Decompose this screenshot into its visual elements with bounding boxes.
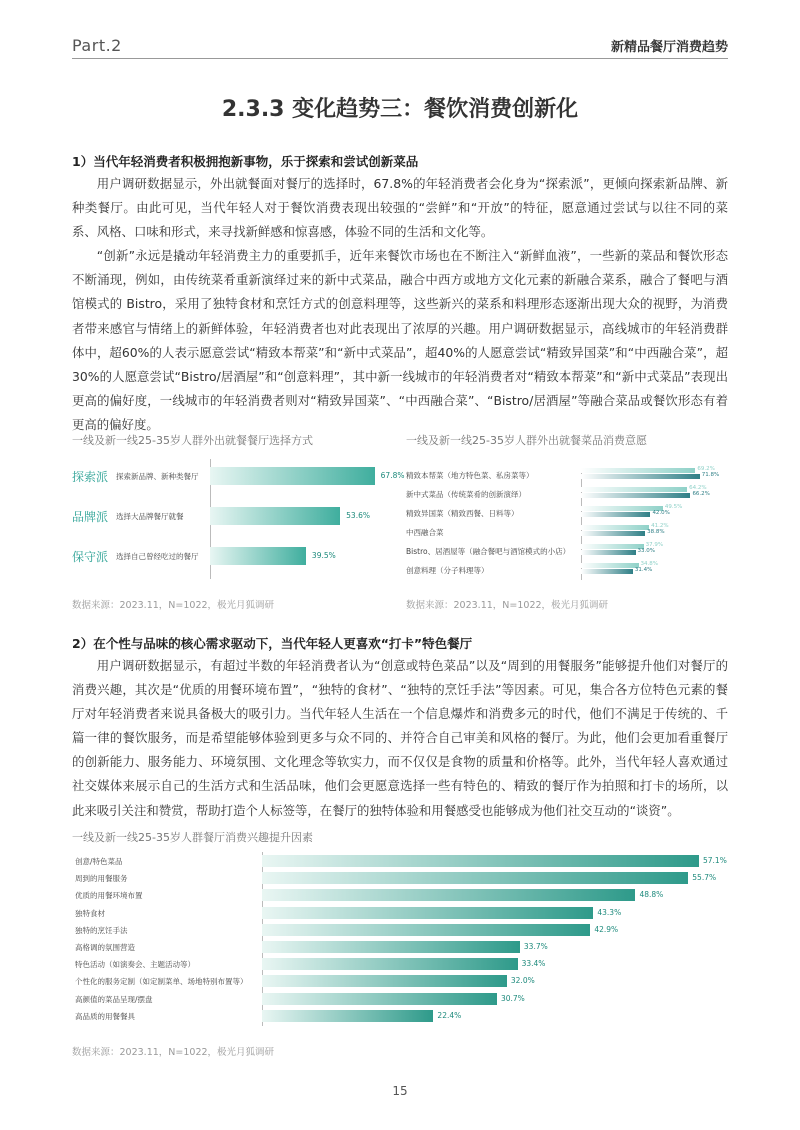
chart3-bar xyxy=(262,889,635,901)
chart3-value-label: 57.1% xyxy=(703,856,727,865)
chart2-bar xyxy=(581,569,633,574)
chart2-category-label: Bistro、居酒屋等（融合餐吧与酒馆模式的小店） xyxy=(406,547,571,556)
chart2-value-label: 34.8% xyxy=(640,561,659,567)
chart3-value-label: 32.0% xyxy=(510,976,535,986)
chart1-bar xyxy=(210,507,340,525)
chart3-bar xyxy=(262,975,507,987)
section2-body xyxy=(72,654,728,823)
chart3-category-label: 独特的烹饪手法 xyxy=(75,925,128,935)
chart3-value-label: 30.7% xyxy=(500,993,525,1003)
chart2-bar xyxy=(581,550,636,555)
section1-paragraph-1: 用户调研数据显示，外出就餐面对餐厅的选择时，67.8%的年轻消费者会化身为“探索派”，更倾向探索新品牌、新种类餐厅。由此可见，当代年轻人对于餐饮消费表现出较强的“尝鲜”和“开放”的特征，愿意通过尝试与以往不同的菜系、风格、口味和形式，来寻找新鲜感和惊喜感，体验不同的生活和文化等。 xyxy=(72,176,728,240)
chart3-category-label: 高颜值的菜品呈现/摆盘 xyxy=(75,994,153,1004)
chart1-description-label: 选择大品牌餐厅就餐 xyxy=(116,512,184,521)
header-report-title: 新精品餐厅消费趋势 xyxy=(610,40,728,55)
chart1-title: 一线及新一线25-35岁人群外出就餐餐厅选择方式 xyxy=(72,434,313,447)
chart2-value-label: 37.9% xyxy=(645,542,664,548)
chart1-value-label: 39.5% xyxy=(311,551,336,560)
chart1 xyxy=(72,455,405,585)
chart2-bar xyxy=(581,525,649,530)
chart2-bar xyxy=(581,474,700,479)
chart3-bar xyxy=(262,941,520,953)
chart2-source: 数据来源：2023.11，N=1022，极光月狐调研 xyxy=(406,600,609,611)
chart2-bar xyxy=(581,531,645,536)
chart2-value-label: 69.2% xyxy=(697,466,715,472)
chart3-value-label: 48.8% xyxy=(639,890,664,900)
chart2-value-label: 31.4% xyxy=(634,567,653,573)
chart2-value-label: 49.5% xyxy=(664,504,683,510)
header-divider xyxy=(72,58,728,59)
chart2-category-label: 中西融合菜 xyxy=(406,528,444,537)
chart3-value-label: 33.7% xyxy=(523,942,548,951)
chart1-category-label: 保守派 xyxy=(72,550,109,564)
chart2-bar xyxy=(581,487,687,492)
chart1-bar xyxy=(210,467,375,485)
chart2-value-label: 33.0% xyxy=(637,548,656,554)
section1-heading: 1）当代年轻消费者积极拥抱新事物，乐于探索和尝试创新菜品 xyxy=(72,154,419,169)
chart2-bar xyxy=(581,493,690,498)
header-part-label: Part.2 xyxy=(72,36,122,55)
chart2-value-label: 64.2% xyxy=(689,485,707,491)
chart3-category-label: 周到的用餐服务 xyxy=(75,874,128,884)
chart2-value-label: 38.8% xyxy=(647,529,665,535)
section2-heading: 2）在个性与品味的核心需求驱动下，当代年轻人更喜欢“打卡”特色餐厅 xyxy=(72,636,473,651)
page-title: 2.3.3 变化趋势三：餐饮消费创新化 xyxy=(221,97,579,122)
chart2-category-label: 新中式菜品（传统菜肴的创新演绎） xyxy=(406,490,526,499)
chart3-category-label: 高品质的用餐餐具 xyxy=(75,1011,135,1021)
chart3-bar xyxy=(262,924,590,936)
chart3-bar xyxy=(262,958,518,970)
chart3-value-label: 43.3% xyxy=(597,907,622,917)
chart1-category-label: 探索派 xyxy=(72,470,109,484)
chart3-value-label: 33.4% xyxy=(521,959,546,969)
chart1-source: 数据来源：2023.11，N=1022，极光月狐调研 xyxy=(72,600,275,611)
chart2-category-label: 精致本帮菜（地方特色菜、私房菜等） xyxy=(406,471,534,480)
chart2-value-label: 41.2% xyxy=(651,523,669,529)
chart3-category-label: 高格调的氛围营造 xyxy=(75,943,135,952)
section1-paragraph-2: “创新”永远是撬动年轻消费主力的重要抓手，近年来餐饮市场也在不断注入“新鲜血液”，一些新的菜品和餐饮形态不断涌现，例如，由传统菜肴重新演绎过来的新中式菜品，融合中西方或地方文化元素的新融合菜系，融合了餐吧与酒馆模式的 Bistro，采用了独特食材和烹饪方式的创意料理等，这些新兴的菜系和料理形态逐渐出现大众的视野，为消费者带来感官与情绪上的新鲜体验，年轻消费者也对此表现出了浓厚的兴趣。用户调研数据显示，高线城市的年轻消费群体中，超60%的人表示愿意尝试“精致本帮菜”和“新中式菜品”，超40%的人愿意尝试“精致异国菜”和“中西融合菜”，超30%的人愿意尝试“Bistro/居酒屋”和“创意料理”，其中新一线城市的年轻消费者对“精致本帮菜”和“新中式菜品”表现出更高的偏好度，一线城市的年轻消费者则对“精致异国菜”、“中西融合菜”、“Bistro/居酒屋”等融合菜品或餐饮形态有着更高的偏好度。 xyxy=(72,248,728,432)
chart2-value-label: 71.8% xyxy=(701,472,720,478)
chart2-category-label: 创意料理（分子料理等） xyxy=(406,566,489,575)
chart2-bar xyxy=(581,544,644,549)
chart3-category-label: 特色活动（如演奏会、主题活动等） xyxy=(75,960,195,970)
chart2-value-label: 42.0% xyxy=(652,510,670,516)
section2-paragraph-1: 用户调研数据显示，有超过半数的年轻消费者认为“创意或特色菜品”以及“周到的用餐服务”能够提升他们对餐厅的消费兴趣，其次是“优质的用餐环境布置”，“独特的食材”、“独特的烹饪手法”等因素。可见，集合各方位特色元素的餐厅对年轻消费者来说具备极大的吸引力。当代年轻人生活在一个信息爆炸和消费多元的时代，他们不满足于传统的、千篇一律的餐饮服务，而是希望能够体验到更多与众不同的、并符合自己审美和风格的餐厅。为此，他们会更加看重餐厅的创新能力、服务能力、环境氛围、文化理念等软实力，而不仅仅是食物的质量和价格等。此外，当代年轻人喜欢通过社交媒体来展示自己的生活方式和生活品味，他们会更愿意选择一些有特色的、精致的餐厅作为拍照和打卡的场所，以此来吸引关注和赞赏，帮助打造个人标签等，在餐厅的独特体验和用餐感受也能够成为他们社交互动的“谈资”。 xyxy=(72,658,728,818)
chart1-value-label: 67.8% xyxy=(380,471,405,480)
chart3 xyxy=(72,852,728,1028)
chart2-bar xyxy=(581,468,695,473)
chart3-bar xyxy=(262,872,688,884)
chart3-category-label: 优质的用餐环境布置 xyxy=(75,891,143,901)
chart3-category-label: 创意/特色菜品 xyxy=(75,857,123,866)
chart3-source: 数据来源：2023.11，N=1022，极光月狐调研 xyxy=(72,1047,275,1058)
chart1-value-label: 53.6% xyxy=(346,511,370,520)
chart3-bar xyxy=(262,855,699,867)
chart1-bar xyxy=(210,547,306,565)
chart1-category-label: 品牌派 xyxy=(72,510,109,524)
chart3-bar xyxy=(262,1010,433,1022)
chart3-bar xyxy=(262,907,593,919)
chart3-category-label: 个性化的服务定制（如定制菜单、场地特别布置等） xyxy=(75,977,248,987)
chart2-title: 一线及新一线25-35岁人群外出就餐菜品消费意愿 xyxy=(406,434,647,447)
page-number: 15 xyxy=(392,1084,408,1098)
chart3-bar xyxy=(262,993,497,1005)
chart2-category-label: 精致异国菜（精致西餐、日料等） xyxy=(406,509,519,518)
chart2-bar xyxy=(581,506,663,511)
chart2-bar xyxy=(581,512,650,517)
chart3-value-label: 42.9% xyxy=(594,924,619,934)
chart3-value-label: 22.4% xyxy=(437,1010,462,1020)
chart2-value-label: 66.2% xyxy=(692,491,710,497)
chart3-title: 一线及新一线25-35岁人群餐厅消费兴趣提升因素 xyxy=(72,831,313,844)
section1-body xyxy=(72,172,728,437)
chart1-description-label: 探索新品牌、新种类餐厅 xyxy=(116,472,199,481)
chart3-category-label: 独特食材 xyxy=(75,908,105,918)
chart2-bar xyxy=(581,563,639,568)
chart3-value-label: 55.7% xyxy=(692,873,717,883)
chart2 xyxy=(406,460,728,585)
chart1-description-label: 选择自己曾经吃过的餐厅 xyxy=(116,552,199,561)
